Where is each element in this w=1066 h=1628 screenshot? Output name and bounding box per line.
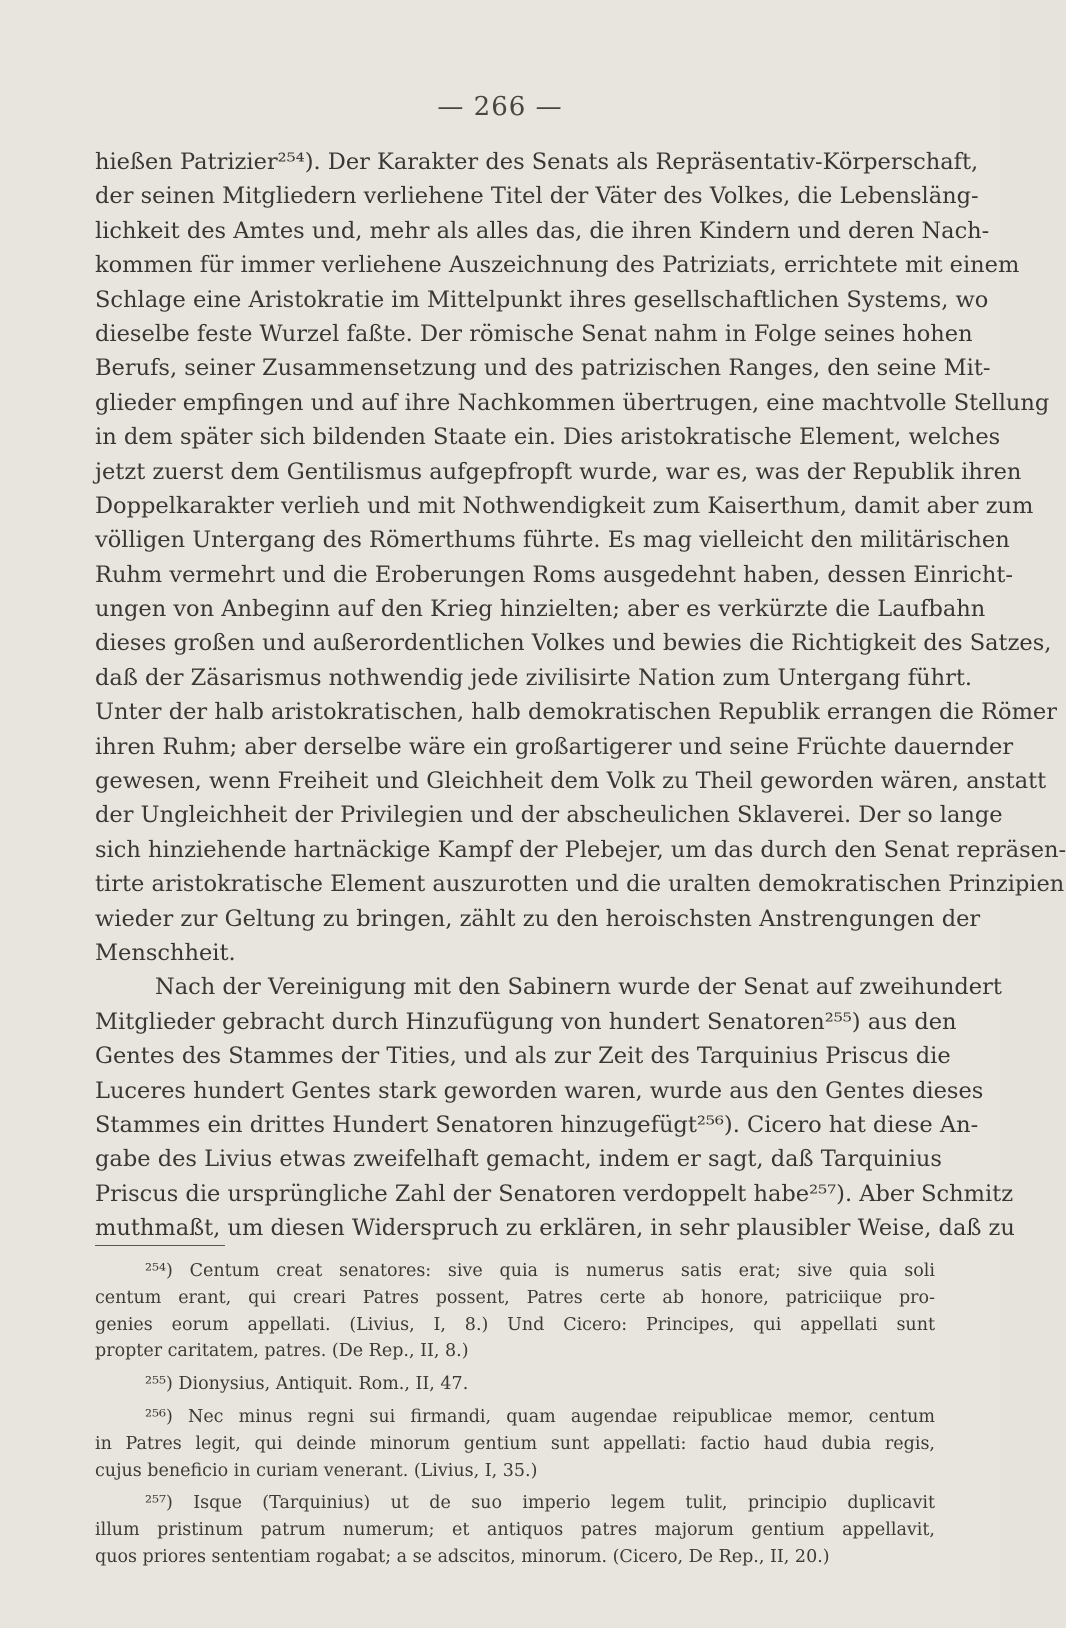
text-line: Mitglieder gebracht durch Hinzufügung von hundert Senatoren²⁵⁵) aus den — [95, 1008, 957, 1035]
footnote-255 — [95, 1371, 935, 1398]
footnote-line: in Patres legit, qui deinde minorum gentium sunt appellati: factio haud dubia regis, — [95, 1433, 935, 1454]
text-line: wieder zur Geltung zu bringen, zählt zu den heroischsten Anstrengungen der — [95, 905, 981, 932]
text-line: lichkeit des Amtes und, mehr als alles das, die ihren Kindern und deren Nach- — [95, 217, 990, 244]
text-line: völligen Untergang des Römerthums führte. Es mag vielleicht den militärischen — [95, 527, 1010, 554]
text-line: gabe des Livius etwas zweifelhaft gemacht, indem er sagt, daß Tarquinius — [95, 1146, 942, 1173]
text-line: Menschheit. — [95, 939, 236, 966]
text-line: Unter der halb aristokratischen, halb demokratischen Republik errangen die Römer — [95, 699, 1057, 726]
text-line: dieselbe feste Wurzel faßte. Der römische Senat nahm in Folge seines hohen — [95, 320, 973, 347]
page-number: — 266 — — [437, 92, 563, 122]
text-line: der Ungleichheit der Privilegien und der abscheulichen Sklaverei. Der so lange — [95, 802, 1003, 829]
footnote-line: cujus beneficio in curiam venerant. (Livius, I, 35.) — [95, 1460, 538, 1481]
text-line: ihren Ruhm; aber derselbe wäre ein großartigerer und seine Früchte dauernder — [95, 733, 1014, 760]
text-line: sich hinziehende hartnäckige Kampf der Plebejer, um das durch den Senat repräsen- — [95, 836, 1066, 863]
footnote-line: ²⁵⁵) Dionysius, Antiquit. Rom., II, 47. — [145, 1374, 469, 1395]
text-line: Gentes des Stammes der Tities, und als zur Zeit des Tarquinius Priscus die — [95, 1043, 951, 1070]
text-line: Berufs, seiner Zusammensetzung und des patrizischen Ranges, den seine Mit- — [95, 355, 991, 382]
text-line: in dem später sich bildenden Staate ein. Dies aristokratische Element, welches — [95, 424, 1001, 451]
text-line: Schlage eine Aristokratie im Mittelpunkt ihres gesellschaftlichen Systems, wo — [95, 286, 989, 313]
text-line: kommen für immer verliehene Auszeichnung des Patriziats, errichtete mit einem — [95, 252, 1020, 279]
text-line: Priscus die ursprüngliche Zahl der Senatoren verdoppelt habe²⁵⁷). Aber Schmitz — [95, 1180, 1014, 1207]
text-line: tirte aristokratische Element auszurotten und die uralten demokratischen Prinzipien — [95, 871, 1065, 898]
text-line: Luceres hundert Gentes stark geworden waren, wurde aus den Gentes dieses — [95, 1077, 984, 1104]
text-line: dieses großen und außerordentlichen Volkes und bewies die Richtigkeit des Satzes, — [95, 630, 1052, 657]
body-text — [95, 145, 1066, 1246]
footnote-line: propter caritatem, patres. (De Rep., II, 8.) — [95, 1341, 469, 1362]
footnote-line: ²⁵⁶) Nec minus regni sui firmandi, quam augendae reipublicae memor, centum — [145, 1406, 935, 1427]
text-line: der seinen Mitgliedern verliehene Titel der Väter des Volkes, die Lebensläng- — [95, 183, 979, 210]
footnote-line: illum pristinum patrum numerum; et antiquos patres majorum gentium appellavit, — [95, 1520, 935, 1541]
footnote-line: ²⁵⁴) Centum creat senatores: sive quia is numerus satis erat; sive quia soli — [145, 1261, 935, 1281]
footnote-divider — [95, 1245, 225, 1246]
footnote-line: quos priores sententiam rogabat; a se adscitos, minorum. (Cicero, De Rep., II, 20.) — [95, 1546, 830, 1567]
paragraph-1 — [95, 145, 1066, 970]
footnote-line: centum erant, qui creari Patres possent, Patres certe ab honore, patriciique pro- — [95, 1287, 935, 1308]
paragraph-2 — [95, 970, 1015, 1245]
text-line: Nach der Vereinigung mit den Sabinern wurde der Senat auf zweihundert — [155, 974, 1002, 1001]
footnotes — [95, 1258, 935, 1571]
footnote-line: ²⁵⁷) Isque (Tarquinius) ut de suo imperio legem tulit, principio duplicavit — [145, 1493, 935, 1514]
text-line: jetzt zuerst dem Gentilismus aufgepfropft wurde, war es, was der Republik ihren — [95, 458, 1022, 485]
text-line: hießen Patrizier²⁵⁴). Der Karakter des Senats als Repräsentativ-Körperschaft, — [95, 149, 979, 175]
text-line: gewesen, wenn Freiheit und Gleichheit dem Volk zu Theil geworden wären, anstatt — [95, 768, 1047, 795]
text-line: muthmaßt, um diesen Widerspruch zu erklären, in sehr plausibler Weise, daß zu — [95, 1215, 1015, 1242]
footnote-254 — [95, 1258, 935, 1365]
text-line: daß der Zäsarismus nothwendig jede zivilisirte Nation zum Untergang führt. — [95, 664, 973, 691]
text-line: Ruhm vermehrt und die Eroberungen Roms ausgedehnt haben, dessen Einricht- — [95, 561, 1014, 588]
text-line: Stammes ein drittes Hundert Senatoren hinzugefügt²⁵⁶). Cicero hat diese An- — [95, 1111, 979, 1138]
text-line: ungen von Anbeginn auf den Krieg hinzielten; aber es verkürzte die Laufbahn — [95, 596, 986, 623]
footnote-256 — [95, 1404, 935, 1484]
text-line: Doppelkarakter verlieh und mit Nothwendigkeit zum Kaiserthum, damit aber zum — [95, 492, 1034, 519]
text-line: glieder empfingen und auf ihre Nachkommen übertrugen, eine machtvolle Stellung — [95, 389, 1050, 416]
footnote-line: genies eorum appellati. (Livius, I, 8.) Und Cicero: Principes, qui appellati sunt — [95, 1314, 935, 1335]
footnote-257 — [95, 1490, 935, 1570]
